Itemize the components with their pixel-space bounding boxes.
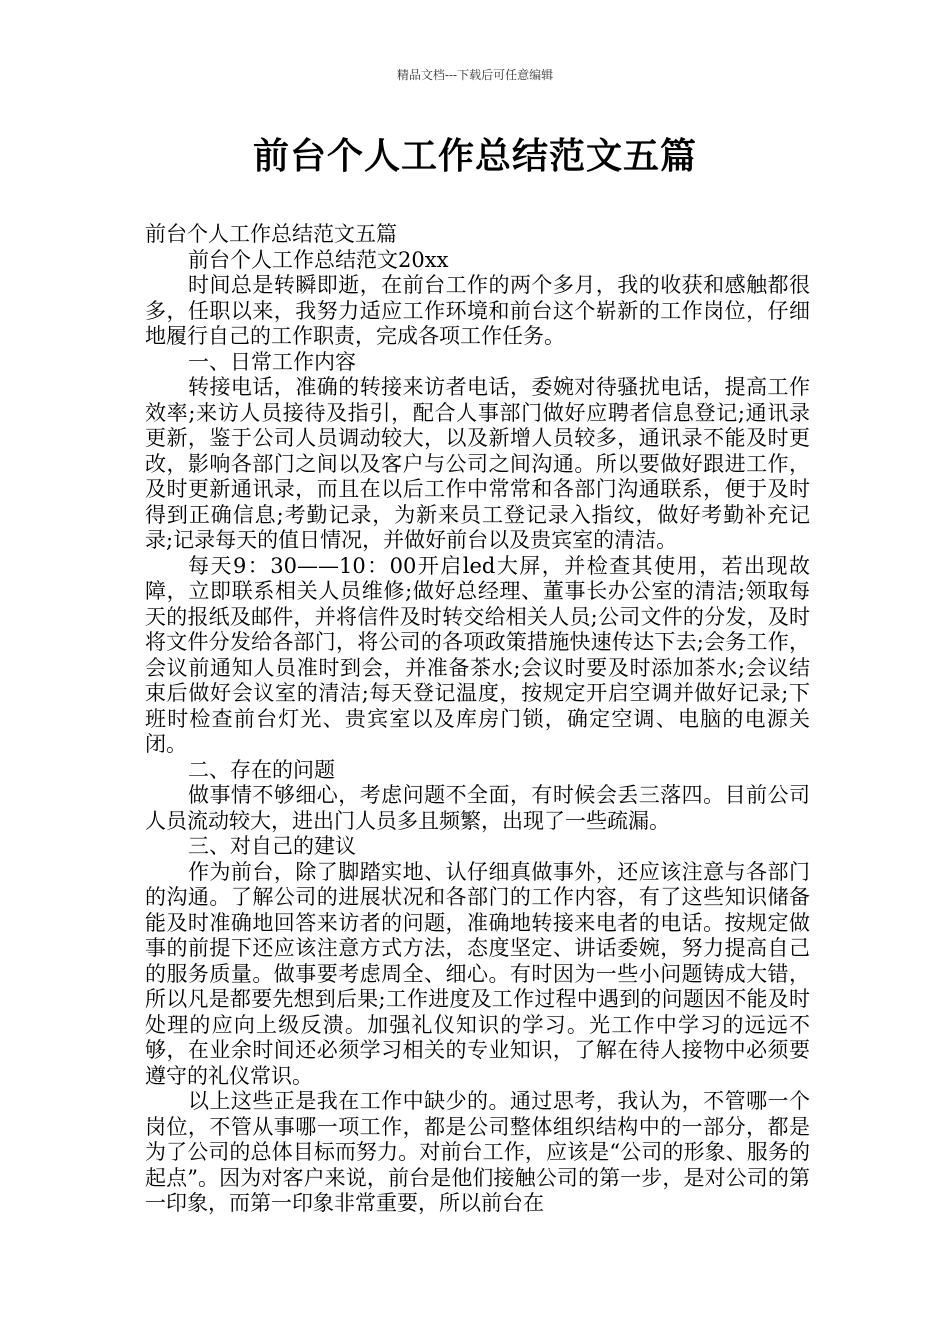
paragraph: 每天9：30——10：00开启led大屏，并检查其使用，若出现故障，立即联系相关人员维修;做好总经理、董事长办公室的清洁;领取每天的报纸及邮件，并将信件及时转交给相关人员;公司文件的分发，及时将文件分发给各部门，将公司的各项政策措施快速传达下去;会务工作，会议前通知人员准时到会，并准备茶水;会议时要及时添加茶水;会议结束后做好会议室的清洁;每天登记温度，按规定开启空调并做好记录;下班时检查前台灯光、贵宾室以及库房门锁，确定空调、电脑的电源关闭。: [145, 553, 810, 756]
document-title: 前台个人工作总结范文五篇: [252, 136, 697, 177]
paragraph: 时间总是转瞬即逝，在前台工作的两个多月，我的收获和感触都很多，任职以来，我努力适应工作环境和前台这个崭新的工作岗位，仔细地履行自己的工作职责，完成各项工作任务。: [145, 273, 810, 348]
document-body: [145, 222, 810, 1217]
paragraph: 前台个人工作总结范文五篇: [145, 222, 397, 246]
paragraph: 以上这些正是我在工作中缺少的。通过思考，我认为，不管哪一个岗位，不管从事哪一项工作，都是公司整体组织结构中的一部分，都是为了公司的总体目标而努力。对前台工作，应该是“公司的形象、服务的起点”。因为对客户来说，前台是他们接触公司的第一步，是对公司的第一印象，而第一印象非常重要，所以前台在: [145, 1089, 810, 1215]
paragraph: 前台个人工作总结范文20xx: [188, 247, 449, 272]
paragraph: 转接电话，准确的转接来访者电话，委婉对待骚扰电话，提高工作效率;来访人员接待及指引，配合人事部门做好应聘者信息登记;通讯录更新，鉴于公司人员调动较大，以及新增人员较多，通讯录不能及时更改，影响各部门之间以及客户与公司之间沟通。所以要做好跟进工作，及时更新通讯录，而且在以后工作中常常和各部门沟通联系，便于及时得到正确信息;考勤记录，为新来员工登记录入指纹，做好考勤补充记录;记录每天的值日情况，并做好前台以及贵宾室的清洁。: [145, 375, 810, 552]
paragraph: 做事情不够细心，考虑问题不全面，有时候会丢三落四。目前公司人员流动较大，进出门人员多且频繁，出现了一些疏漏。: [145, 783, 810, 833]
section-heading: 一、日常工作内容: [188, 349, 356, 374]
section-heading: 二、存在的问题: [188, 757, 335, 782]
section-heading: 三、对自己的建议: [188, 834, 356, 858]
paragraph: 作为前台，除了脚踏实地、认仔细真做事外，还应该注意与各部门的沟通。了解公司的进展状况和各部门的工作内容，有了这些知识储备能及时准确地回答来访者的问题，准确地转接来电者的电话。按规定做事的前提下还应该注意方式方法，态度坚定、讲话委婉，努力提高自己的服务质量。做事要考虑周全、细心。有时因为一些小问题铸成大错，所以凡是都要先想到后果;工作进度及工作过程中遇到的问题因不能及时处理的应向上级反溃。加强礼仪知识的学习。光工作中学习的远远不够，在业余时间还必须学习相关的专业知识，了解在待人接物中必须要遵守的礼仪常识。: [145, 859, 810, 1088]
header-note: 精品文档---下载后可任意编辑: [396, 68, 554, 82]
